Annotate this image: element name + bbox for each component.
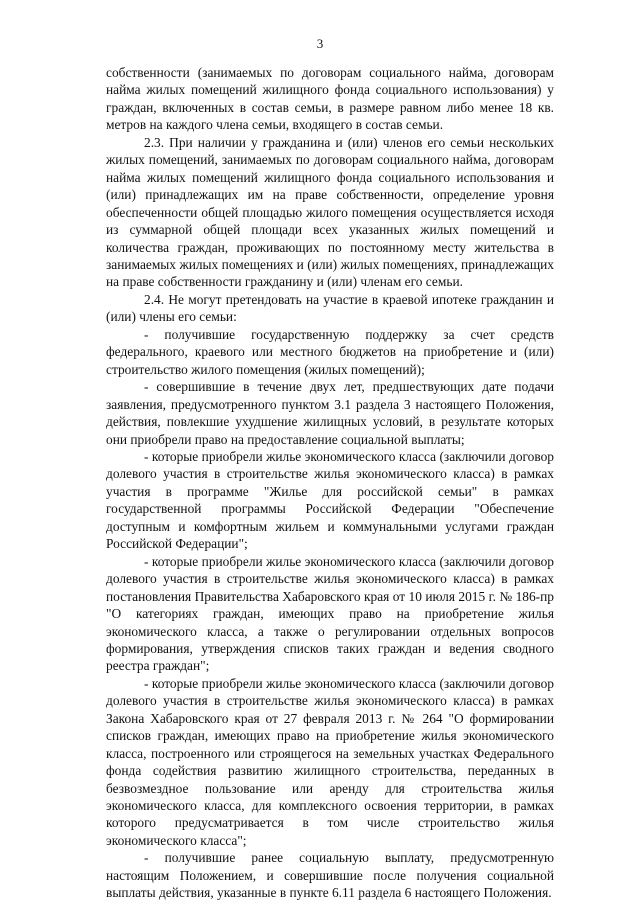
paragraph-2-4: 2.4. Не могут претендовать на участие в краевой ипотеке гражданин и (или) члены его семьи: [106, 291, 554, 325]
list-item-government-resolution: - которые приобрели жилье экономического класса (заключили договор долевого участия в строительстве жилья экономического класса) в рамках постановления Правительства Хабаровского края от 10 июля 2015 г. № 186-пр "О категориях граждан, имеющих право на приобретение жилья экономического класса, а также о регулировании отдельных вопросов формирования, утверждения списков таких граждан и ведения сводного реестра граждан"; [106, 553, 554, 674]
list-item-russian-family-program: - которые приобрели жилье экономического класса (заключили договор долевого участия в строительстве жилья экономического класса) в рамках участия в программе "Жилье для российской семьи" в рамках государственной программы Российской Федерации "Обеспечение доступным и комфортным жильем и коммунальными услугами граждан Российской Федерации"; [106, 448, 554, 552]
list-item-regional-law: - которые приобрели жилье экономического класса (заключили договор долевого участия в строительстве жилья экономического класса) в рамках Закона Хабаровского края от 27 февраля 2013 г. № 264 "О формировании списков граждан, имеющих право на приобретение жилья экономического класса, построенного или строящегося на земельных участках Федерального фонда содействия развитию жилищного строительства, переданных в безвозмездное пользование или аренду для строительства жилья экономического класса, для комплексного освоения территории, в рамках которого предусматривается в том числе строительство жилья экономического класса"; [106, 675, 554, 848]
paragraph-2-3: 2.3. При наличии у гражданина и (или) членов его семьи нескольких жилых помещений, занимаемых по договорам социального найма, договорам найма жилых помещений жилищного фонда социального использования и (или) принадлежащих им на праве собственности, определение уровня обеспеченности общей площадью жилого помещения осуществляется исходя из суммарной общей площади всех указанных жилых помещений и количества граждан, проживающих по постоянному месту жительства в занимаемых жилых помещениях и (или) жилых помещениях, принадлежащих на праве собственности гражданину и (или) членам его семьи. [106, 134, 554, 290]
list-item-worsening-conditions: - совершившие в течение двух лет, предшествующих дате подачи заявления, предусмотренного пунктом 3.1 раздела 3 настоящего Положения, действия, повлекшие ухудшение жилищных условий, в результате которых они приобрели право на предоставление социальной выплаты; [106, 379, 554, 447]
list-item-state-support: - получившие государственную поддержку за счет средств федерального, краевого или местного бюджетов на приобретение и (или) строительство жилого помещения (жилых помещений); [106, 326, 554, 377]
paragraph-continuation: собственности (занимаемых по договорам социального найма, договорам найма жилых помещений жилищного фонда социального использования) у граждан, включенных в состав семьи, в размере равном либо менее 18 кв. метров на каждого члена семьи, входящего в состав семьи. [106, 65, 554, 133]
page-number: 3 [316, 36, 324, 51]
list-item-previous-payment: - получившие ранее социальную выплату, предусмотренную настоящим Положением, и совершившие после получения социальной выплаты действия, указанные в пункте 6.11 раздела 6 настоящего Положения. [106, 850, 554, 901]
document-body [106, 64, 554, 902]
